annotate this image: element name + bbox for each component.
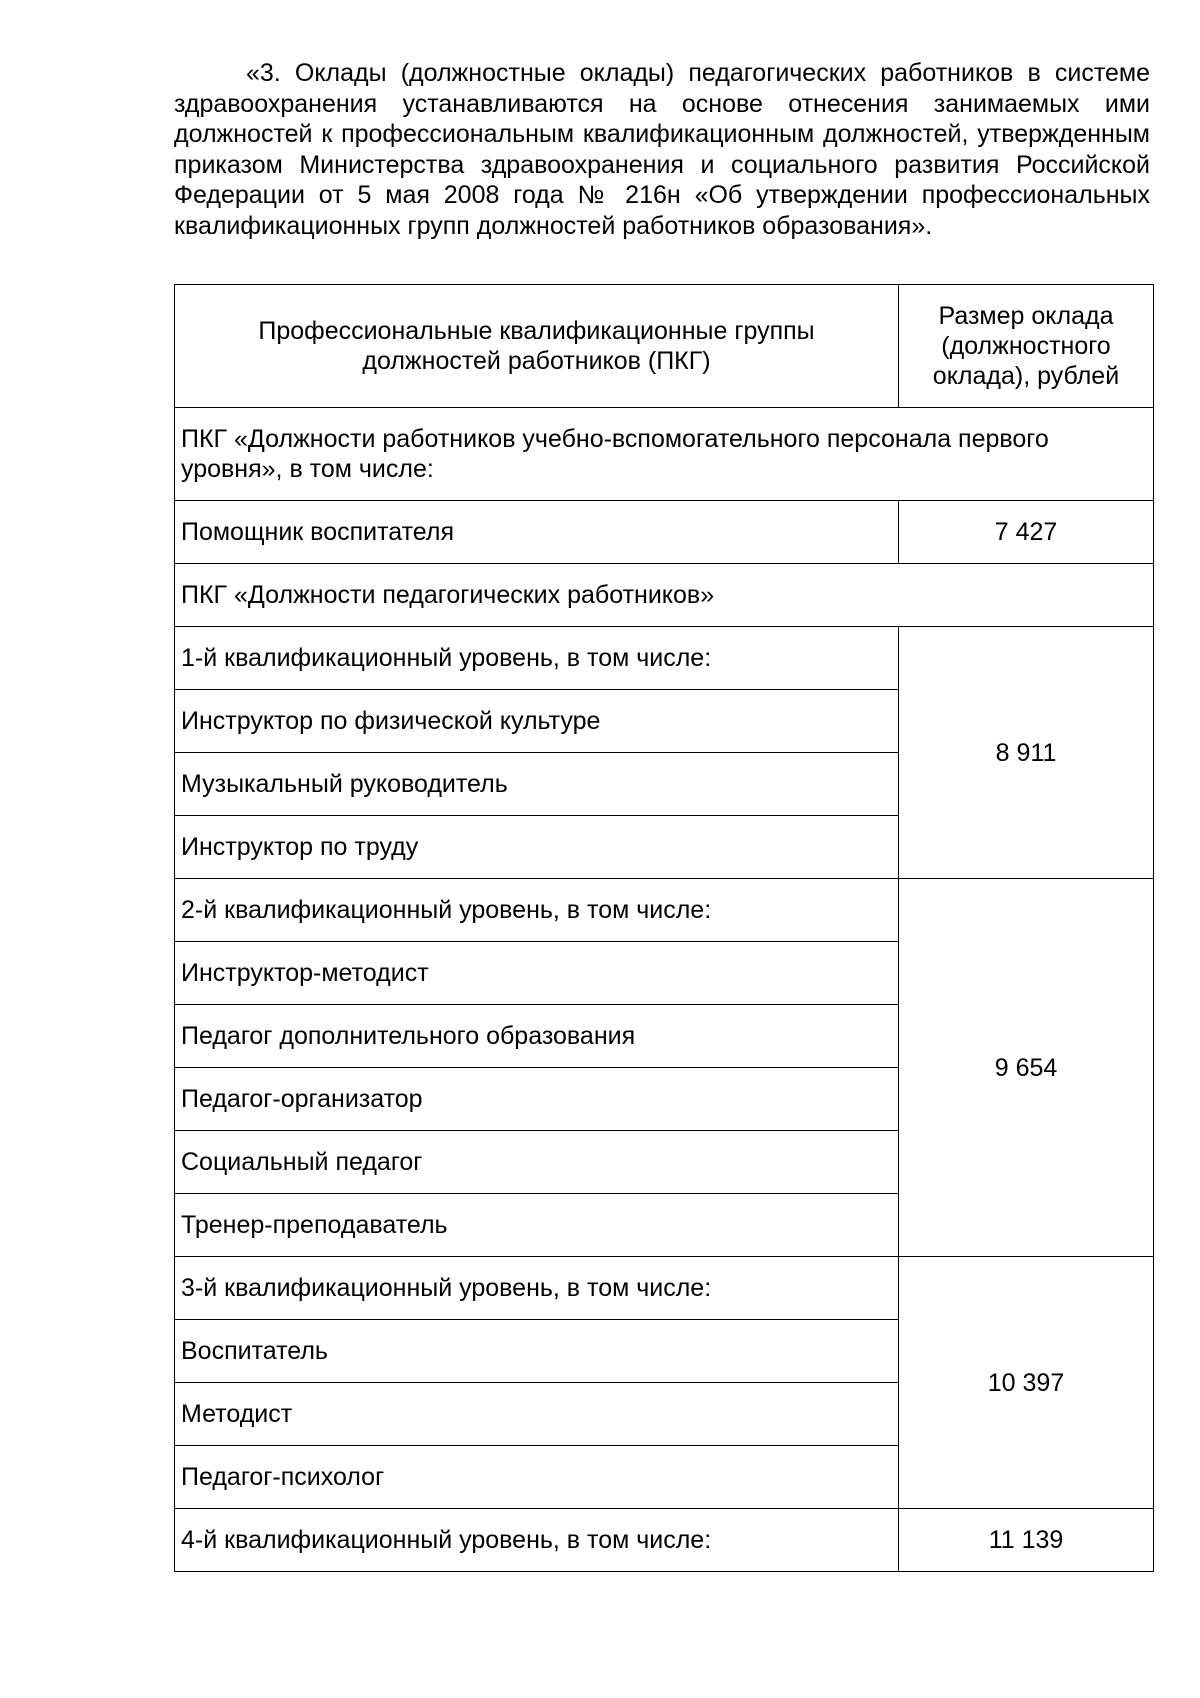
pkg1-title-row xyxy=(175,408,1154,501)
salary-value: 11 139 xyxy=(899,1509,1154,1572)
salary-table xyxy=(174,284,1154,1572)
position-name: Музыкальный руководитель xyxy=(175,753,899,816)
pkg1-title: ПКГ «Должности работников учебно-вспомогательного персонала первого уровня», в том числе: xyxy=(175,408,1154,501)
header-group: Профессиональные квалификационные группы должностей работников (ПКГ) xyxy=(175,285,899,408)
level-row xyxy=(175,1257,1154,1320)
salary-value: 8 911 xyxy=(899,627,1154,879)
salary-value: 10 397 xyxy=(899,1257,1154,1509)
position-name: Социальный педагог xyxy=(175,1131,899,1194)
position-name: Инструктор-методист xyxy=(175,942,899,1005)
level-title: 3-й квалификационный уровень, в том числе: xyxy=(175,1257,899,1320)
salary-value: 9 654 xyxy=(899,879,1154,1257)
position-name: Воспитатель xyxy=(175,1320,899,1383)
intro-paragraph: «3. Оклады (должностные оклады) педагогических работников в системе здравоохранения устанавливаются на основе отнесения занимаемых ими должностей к профессиональным квалификационным должностей, утвержденным приказом Министерства здравоохранения и социального развития Российской Федерации от 5 мая 2008 года № 216н «Об утверждении профессиональных квалификационных групп должностей работников образования». xyxy=(174,59,1150,240)
pkg2-title-row xyxy=(175,564,1154,627)
position-name: Педагог дополнительного образования xyxy=(175,1005,899,1068)
position-name: Педагог-организатор xyxy=(175,1068,899,1131)
level-row xyxy=(175,1509,1154,1572)
position-name: Инструктор по труду xyxy=(175,816,899,879)
header-salary: Размер оклада (должностного оклада), рублей xyxy=(899,285,1154,408)
position-name: Помощник воспитателя xyxy=(175,501,899,564)
position-name: Методист xyxy=(175,1383,899,1446)
level-title: 4-й квалификационный уровень, в том числе: xyxy=(175,1509,899,1572)
table-row xyxy=(175,501,1154,564)
position-name: Тренер-преподаватель xyxy=(175,1194,899,1257)
position-name: Инструктор по физической культуре xyxy=(175,690,899,753)
pkg2-title: ПКГ «Должности педагогических работников» xyxy=(175,564,1154,627)
table-header-row xyxy=(175,285,1154,408)
salary-value: 7 427 xyxy=(899,501,1154,564)
level-title: 2-й квалификационный уровень, в том числе: xyxy=(175,879,899,942)
position-name: Педагог-психолог xyxy=(175,1446,899,1509)
level-row xyxy=(175,879,1154,942)
level-title: 1-й квалификационный уровень, в том числе: xyxy=(175,627,899,690)
level-row xyxy=(175,627,1154,690)
